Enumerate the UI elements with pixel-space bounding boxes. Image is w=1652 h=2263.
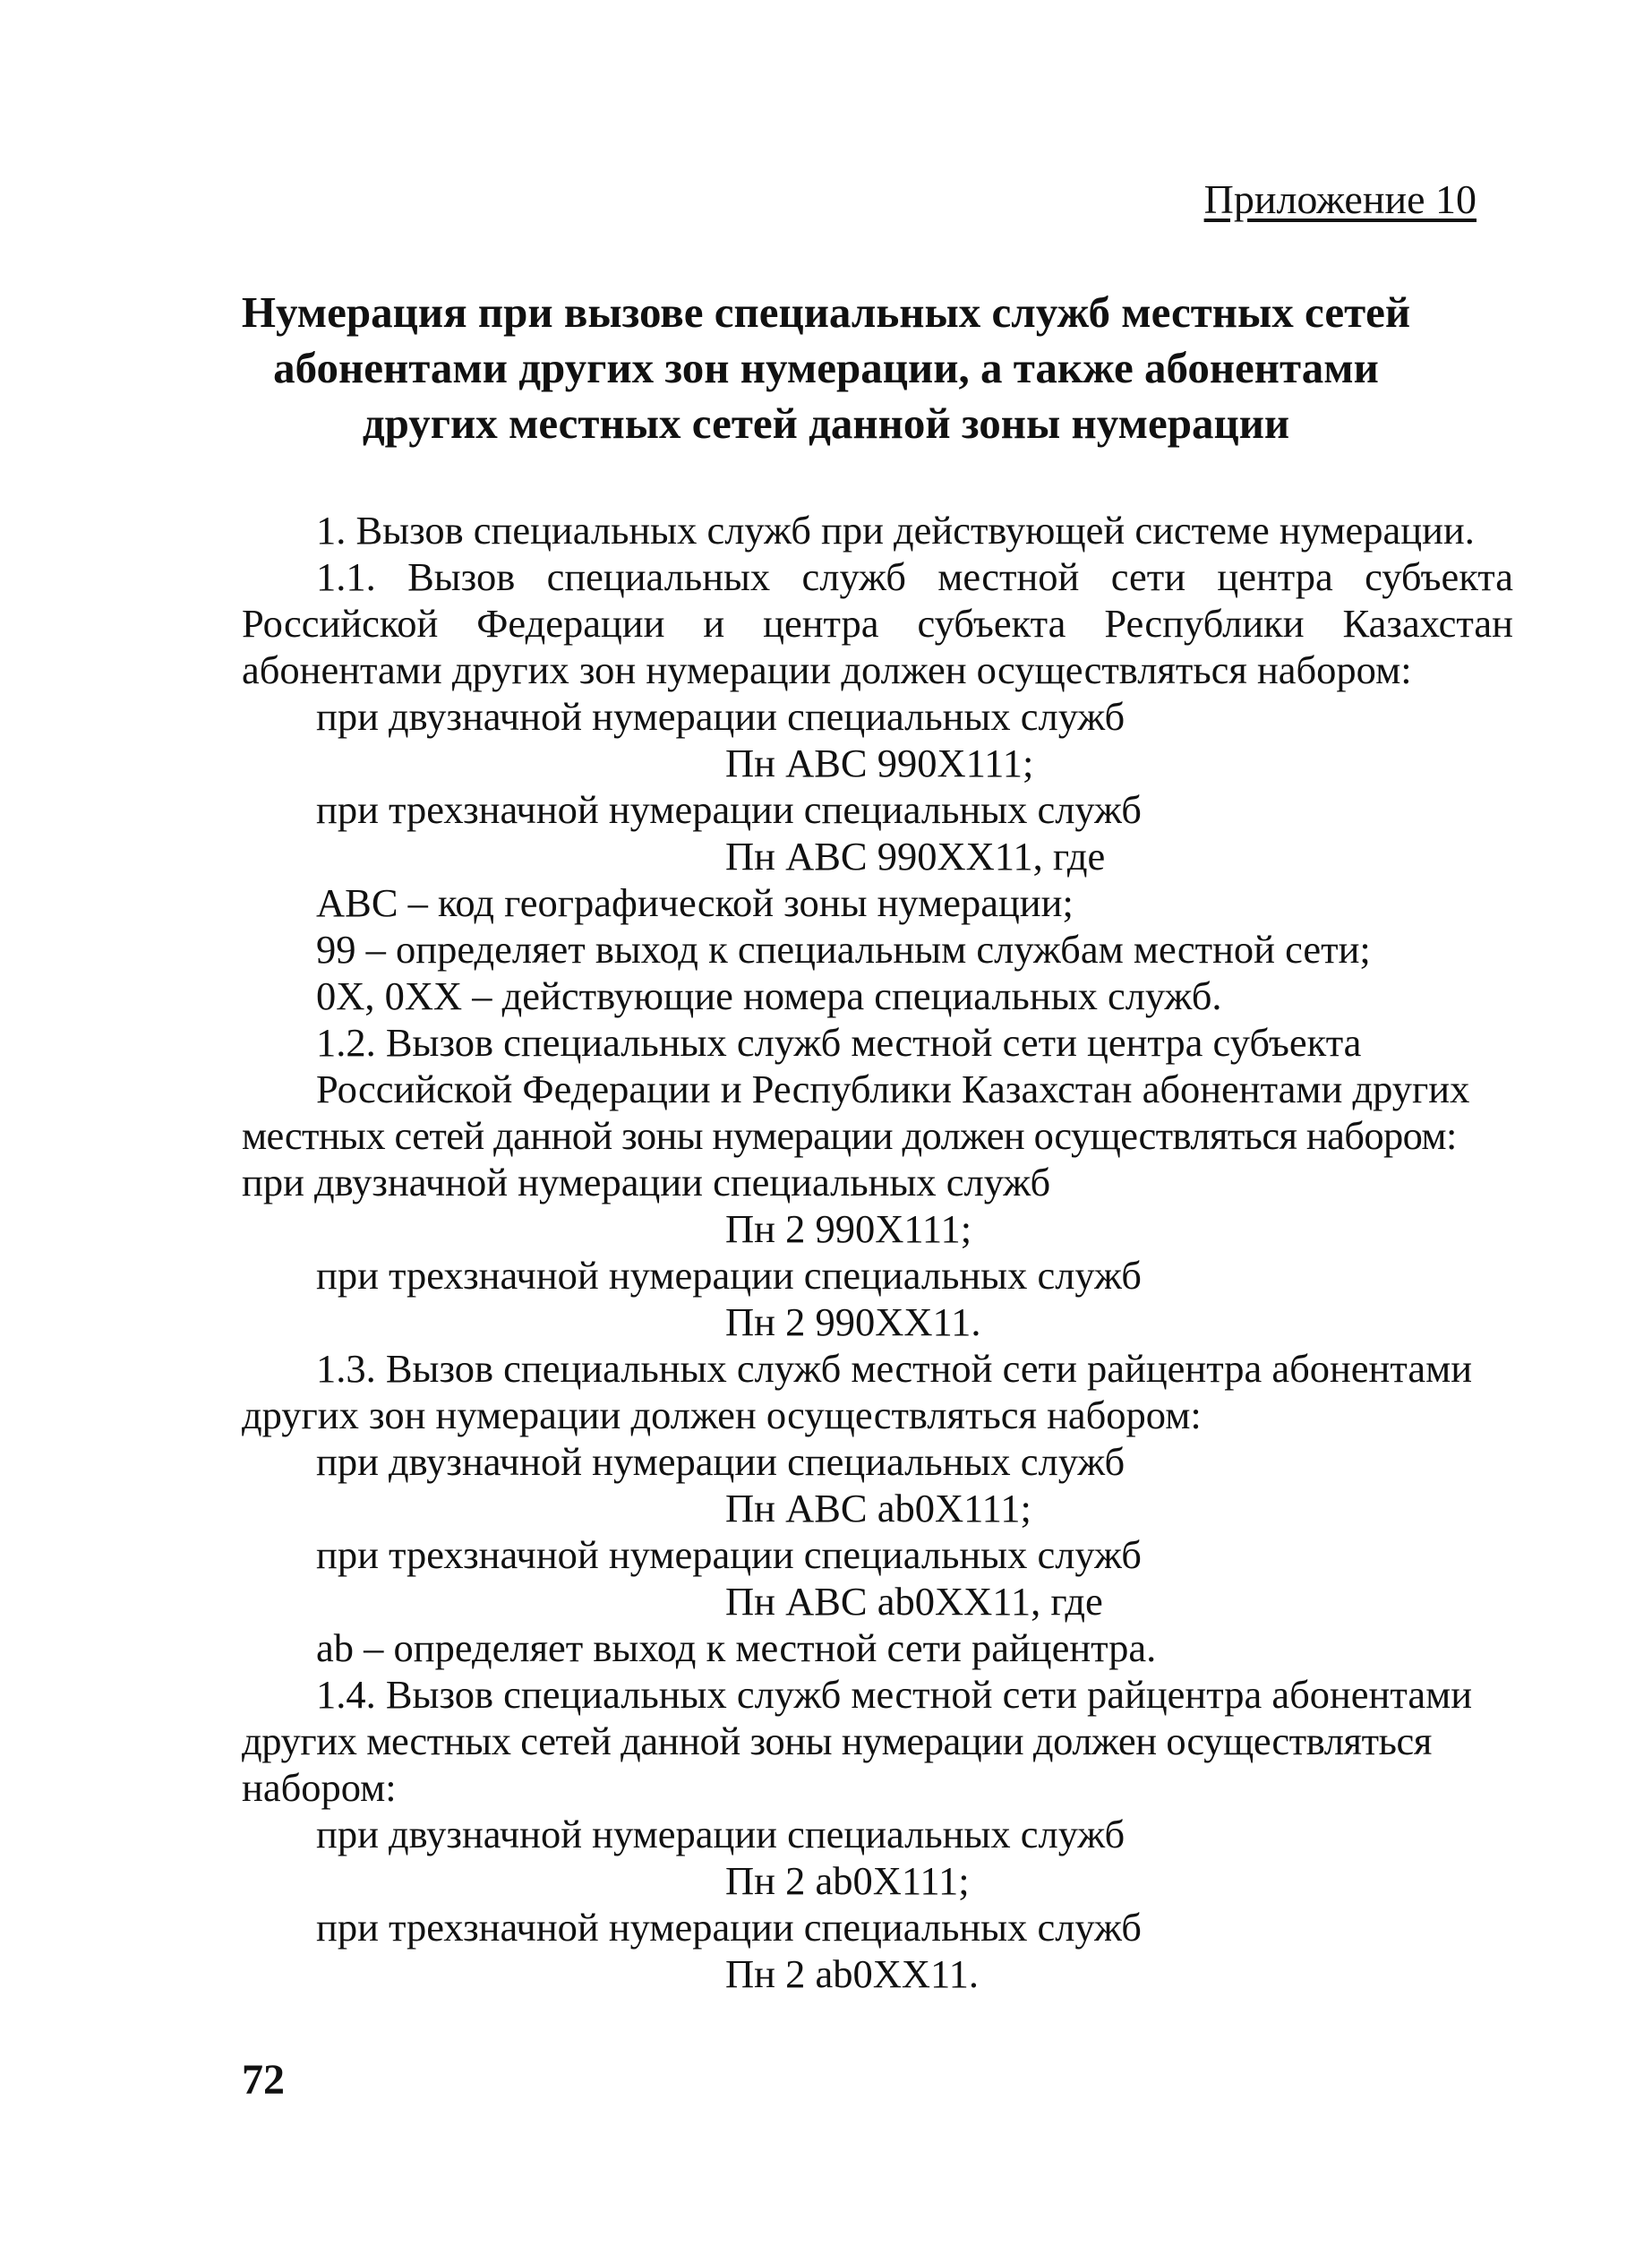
body-line: при двузначной нумерации специальных служб [316,1439,1126,1484]
title-line: других местных сетей данной зоны нумерации [362,399,1290,448]
body-line: при двузначной нумерации специальных служб [316,1812,1126,1856]
document-body [242,507,1513,1997]
body-line: 1. Вызов специальных служб при действующей системе нумерации. [316,508,1475,553]
dial-code: Пн 2 аb0ХХ11. [725,1951,979,1996]
title-line: Нумерация при вызове специальных служб местных сетей [241,287,1411,337]
body-line: Российской Федерации и центра субъекта Республики Казахстан [242,601,1513,646]
body-line: набором: [242,1765,397,1810]
body-line: 99 – определяет выход к специальным службам местной сети; [316,927,1371,972]
body-line: местных сетей данной зоны нумерации должен осуществляться набором: [242,1113,1457,1158]
body-line: при трехзначной нумерации специальных служб [316,1253,1142,1298]
body-line: 1.4. Вызов специальных служб местной сети райцентра абонентами [316,1672,1473,1717]
title-line: абонентами других зон нумерации, а также абонентами [273,343,1379,392]
body-line: других зон нумерации должен осуществляться набором: [242,1393,1202,1437]
body-line: 1.1. Вызов специальных служб местной сети центра субъекта [316,554,1513,599]
body-line: АВС – код географической зоны нумерации; [316,880,1074,925]
body-line: Российской Федерации и Республики Казахстан абонентами других [316,1067,1470,1111]
body-line: при трехзначной нумерации специальных служб [316,1905,1142,1950]
page-number: 72 [242,2056,285,2104]
body-line: аb – определяет выход к местной сети райцентра. [316,1625,1157,1670]
dial-code: Пн АВС аb0Х111; [725,1486,1031,1530]
body-line: 0Х, 0ХХ – действующие номера специальных служб. [316,973,1222,1018]
body-line: 1.2. Вызов специальных служб местной сети центра субъекта [316,1020,1362,1065]
dial-code: Пн АВС 990Х111; [725,741,1034,785]
dial-code: Пн АВС 990ХХ11, где [725,834,1106,879]
dial-code: Пн 2 аb0Х111; [725,1858,970,1903]
document-title [179,285,1473,451]
body-line: 1.3. Вызов специальных служб местной сети райцентра абонентами [316,1346,1473,1391]
body-line: при двузначной нумерации специальных служб [242,1160,1051,1204]
dial-code: Пн 2 990ХХ11. [725,1299,981,1344]
body-line: при трехзначной нумерации специальных служб [316,787,1142,832]
body-line: абонентами других зон нумерации должен осуществляться набором: [242,647,1412,692]
dial-code: Пн 2 990Х111; [725,1206,972,1251]
body-line: других местных сетей данной зоны нумерации должен осуществляться [242,1719,1432,1763]
body-line: при трехзначной нумерации специальных служб [316,1532,1142,1577]
body-line: при двузначной нумерации специальных служб [316,694,1126,739]
appendix-label: Приложение 10 [1203,176,1477,222]
dial-code: Пн АВС аb0ХХ11, где [725,1579,1103,1624]
